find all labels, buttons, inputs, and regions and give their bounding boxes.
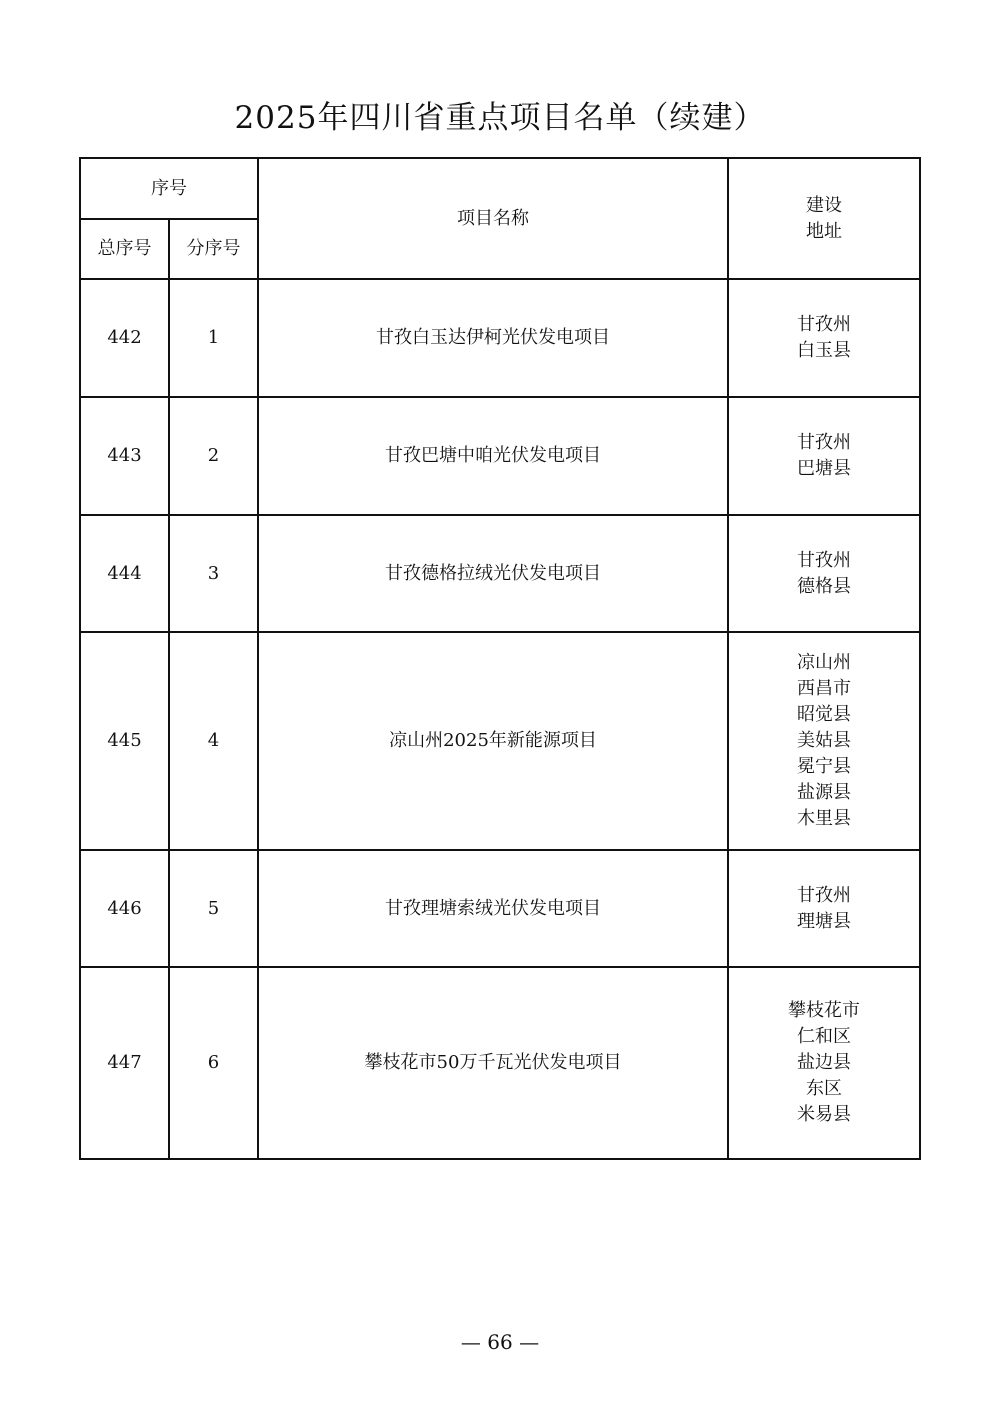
header-location-line: 地址 bbox=[806, 220, 842, 242]
page-title: 2025年四川省重点项目名单（续建） bbox=[234, 100, 766, 136]
location-line: 盐边县 bbox=[797, 1052, 851, 1073]
page-number: — 66 — bbox=[460, 1330, 540, 1354]
location-cell bbox=[728, 397, 920, 515]
location-line: 西昌市 bbox=[797, 678, 851, 699]
table-row bbox=[80, 632, 920, 850]
location-cell bbox=[728, 632, 920, 850]
sub-seq-cell: 3 bbox=[169, 515, 258, 632]
project-table bbox=[79, 157, 921, 1160]
total-seq-cell: 444 bbox=[80, 515, 169, 632]
sub-seq-cell: 6 bbox=[169, 967, 258, 1159]
total-seq-cell: 442 bbox=[80, 279, 169, 397]
location-line: 凉山州 bbox=[797, 652, 851, 673]
total-seq-cell: 446 bbox=[80, 850, 169, 967]
location-cell bbox=[728, 515, 920, 632]
table-header bbox=[80, 158, 920, 279]
table-row bbox=[80, 967, 920, 1159]
project-name-cell: 凉山州2025年新能源项目 bbox=[258, 632, 728, 850]
location-line: 美姑县 bbox=[797, 730, 851, 751]
sub-seq-cell: 5 bbox=[169, 850, 258, 967]
total-seq-cell: 447 bbox=[80, 967, 169, 1159]
header-location bbox=[728, 158, 920, 279]
project-name-cell: 甘孜白玉达伊柯光伏发电项目 bbox=[258, 279, 728, 397]
table-row bbox=[80, 397, 920, 515]
location-line: 甘孜州 bbox=[797, 549, 851, 571]
header-total-seq: 总序号 bbox=[80, 219, 169, 279]
table-row bbox=[80, 279, 920, 397]
location-line: 甘孜州 bbox=[797, 432, 851, 453]
location-line: 德格县 bbox=[797, 575, 851, 597]
table-body bbox=[80, 279, 920, 1159]
location-line: 仁和区 bbox=[797, 1026, 851, 1047]
sub-seq-cell: 1 bbox=[169, 279, 258, 397]
location-line: 昭觉县 bbox=[797, 704, 851, 725]
sub-seq-cell: 4 bbox=[169, 632, 258, 850]
project-name-cell: 甘孜德格拉绒光伏发电项目 bbox=[258, 515, 728, 632]
location-line: 攀枝花市 bbox=[788, 1000, 860, 1021]
location-line: 理塘县 bbox=[797, 910, 851, 932]
location-line: 冕宁县 bbox=[797, 756, 851, 777]
location-cell bbox=[728, 279, 920, 397]
header-seq-group: 序号 bbox=[80, 158, 258, 219]
location-line: 白玉县 bbox=[797, 340, 851, 361]
table-row bbox=[80, 850, 920, 967]
location-line: 东区 bbox=[806, 1078, 842, 1099]
location-line: 巴塘县 bbox=[797, 458, 851, 479]
table-row bbox=[80, 515, 920, 632]
sub-seq-cell: 2 bbox=[169, 397, 258, 515]
location-cell bbox=[728, 850, 920, 967]
project-name-cell: 甘孜理塘索绒光伏发电项目 bbox=[258, 850, 728, 967]
project-name-cell: 甘孜巴塘中咱光伏发电项目 bbox=[258, 397, 728, 515]
location-cell bbox=[728, 967, 920, 1159]
header-location-line: 建设 bbox=[806, 194, 842, 216]
header-sub-seq: 分序号 bbox=[169, 219, 258, 279]
location-line: 甘孜州 bbox=[797, 884, 851, 906]
project-name-cell: 攀枝花市50万千瓦光伏发电项目 bbox=[258, 967, 728, 1159]
location-line: 木里县 bbox=[797, 808, 851, 829]
location-line: 米易县 bbox=[797, 1104, 851, 1125]
total-seq-cell: 443 bbox=[80, 397, 169, 515]
total-seq-cell: 445 bbox=[80, 632, 169, 850]
location-line: 盐源县 bbox=[797, 782, 851, 803]
location-line: 甘孜州 bbox=[797, 314, 851, 335]
header-project-name: 项目名称 bbox=[258, 158, 728, 279]
